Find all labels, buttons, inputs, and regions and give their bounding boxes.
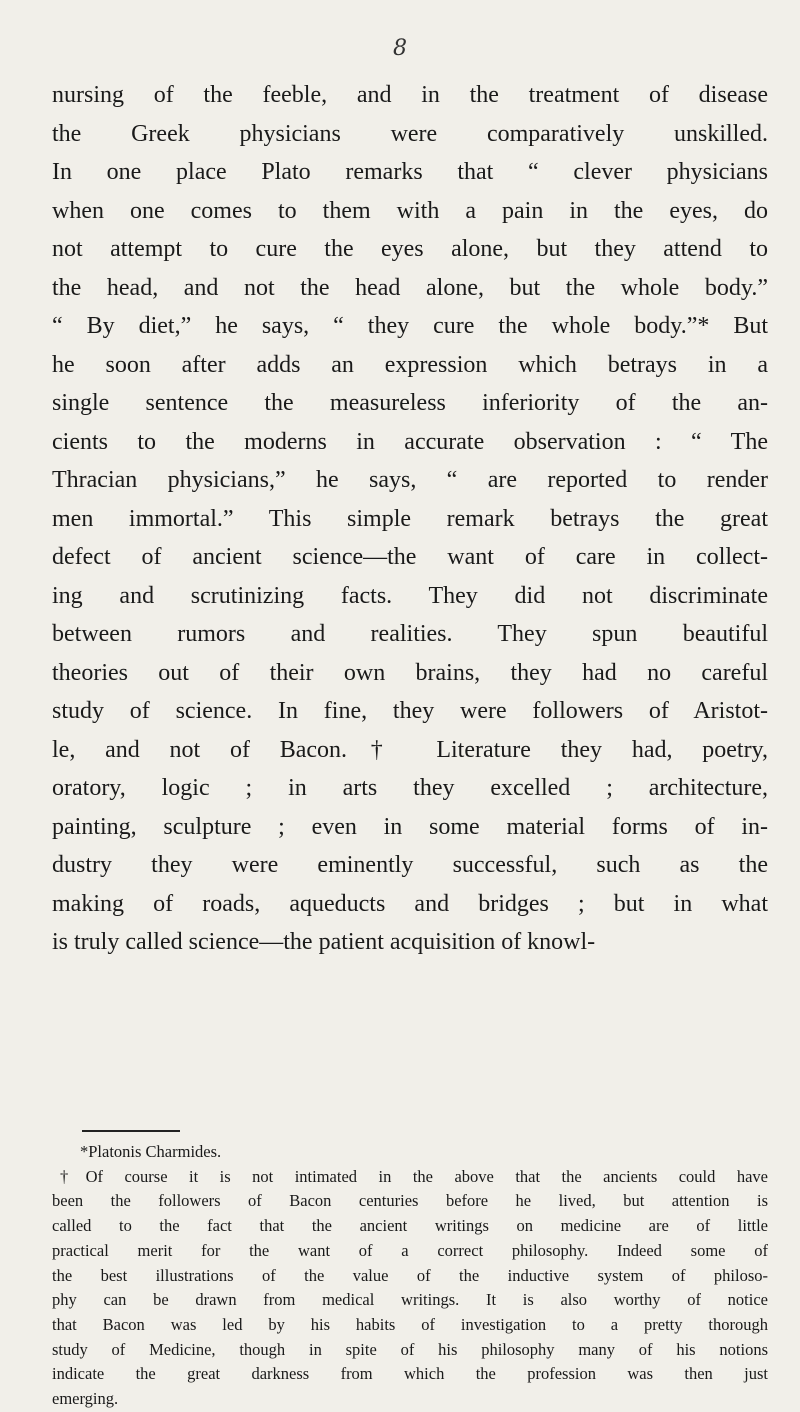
text-line: painting, sculpture ; even in some material forms of in- — [52, 813, 768, 840]
text-line: he soon after adds an expression which betrays in a — [52, 351, 768, 378]
text-line: Thracian physicians,” he says, “ are reported to render — [52, 467, 768, 493]
footnote-line: the best illustrations of the value of the inductive system of philoso- — [52, 1265, 768, 1285]
text-line: oratory, logic ; in arts they excelled ; architecture, — [52, 775, 768, 801]
text-line: making of roads, aqueducts and bridges ; but in what — [52, 890, 768, 917]
footnotes — [52, 1140, 768, 1412]
text-line: In one place Plato remarks that “ clever physicians — [52, 159, 768, 185]
footnote-rule — [82, 1130, 180, 1132]
text-line: ing and scrutinizing facts. They did not discriminate — [52, 582, 768, 609]
text-line: when one comes to them with a pain in the eyes, do — [52, 197, 768, 224]
text-line: study of science. In fine, they were followers of Aristot- — [52, 698, 768, 724]
footnote-line: study of Medicine, though in spite of his philosophy many of his notions — [52, 1339, 768, 1359]
text-line: men immortal.” This simple remark betrays the great — [52, 505, 768, 532]
footnote-line: phy can be drawn from medical writings. It is also worthy of notice — [52, 1290, 768, 1310]
footnote-line: †Of course it is not intimated in the above that the ancients could have — [60, 1166, 768, 1186]
footnote-line: practical merit for the want of a correct philosophy. Indeed some of — [52, 1240, 768, 1260]
text-line: is truly called science—the patient acquisition of knowl- — [52, 929, 596, 955]
text-line: between rumors and realities. They spun beautiful — [52, 621, 768, 647]
text-line: single sentence the measureless inferiority of the an- — [52, 390, 768, 416]
text-line: “ By diet,” he says, “ they cure the whole body.”* But — [52, 313, 768, 339]
text-line: cients to the moderns in accurate observation : “ The — [52, 428, 768, 455]
footnote-line: *Platonis Charmides. — [80, 1142, 222, 1161]
text-line: not attempt to cure the eyes alone, but they attend to — [52, 236, 768, 262]
text-line: the Greek physicians were comparatively unskilled. — [52, 120, 768, 147]
text-line: dustry they were eminently successful, such as the — [52, 852, 768, 878]
footnote-line: indicate the great darkness from which the profession was then just — [52, 1364, 768, 1384]
text-line: defect of ancient science—the want of care in collect- — [52, 544, 768, 570]
text-line: the head, and not the head alone, but the whole body.” — [52, 274, 768, 301]
footnote-line: that Bacon was led by his habits of investigation to a pretty thorough — [52, 1314, 768, 1334]
text-line: nursing of the feeble, and in the treatment of disease — [52, 82, 768, 108]
page-number: 8 — [393, 36, 407, 61]
text-line: le, and not of Bacon.† Literature they had, poetry, — [52, 736, 768, 763]
text-line: theories out of their own brains, they had no careful — [52, 659, 768, 686]
footnote-line: been the followers of Bacon centuries before he lived, but attention is — [52, 1191, 768, 1211]
main-text — [52, 76, 768, 962]
footnote-line: called to the fact that the ancient writings on medicine are of little — [52, 1216, 768, 1236]
footnote-line: emerging. — [52, 1389, 119, 1409]
